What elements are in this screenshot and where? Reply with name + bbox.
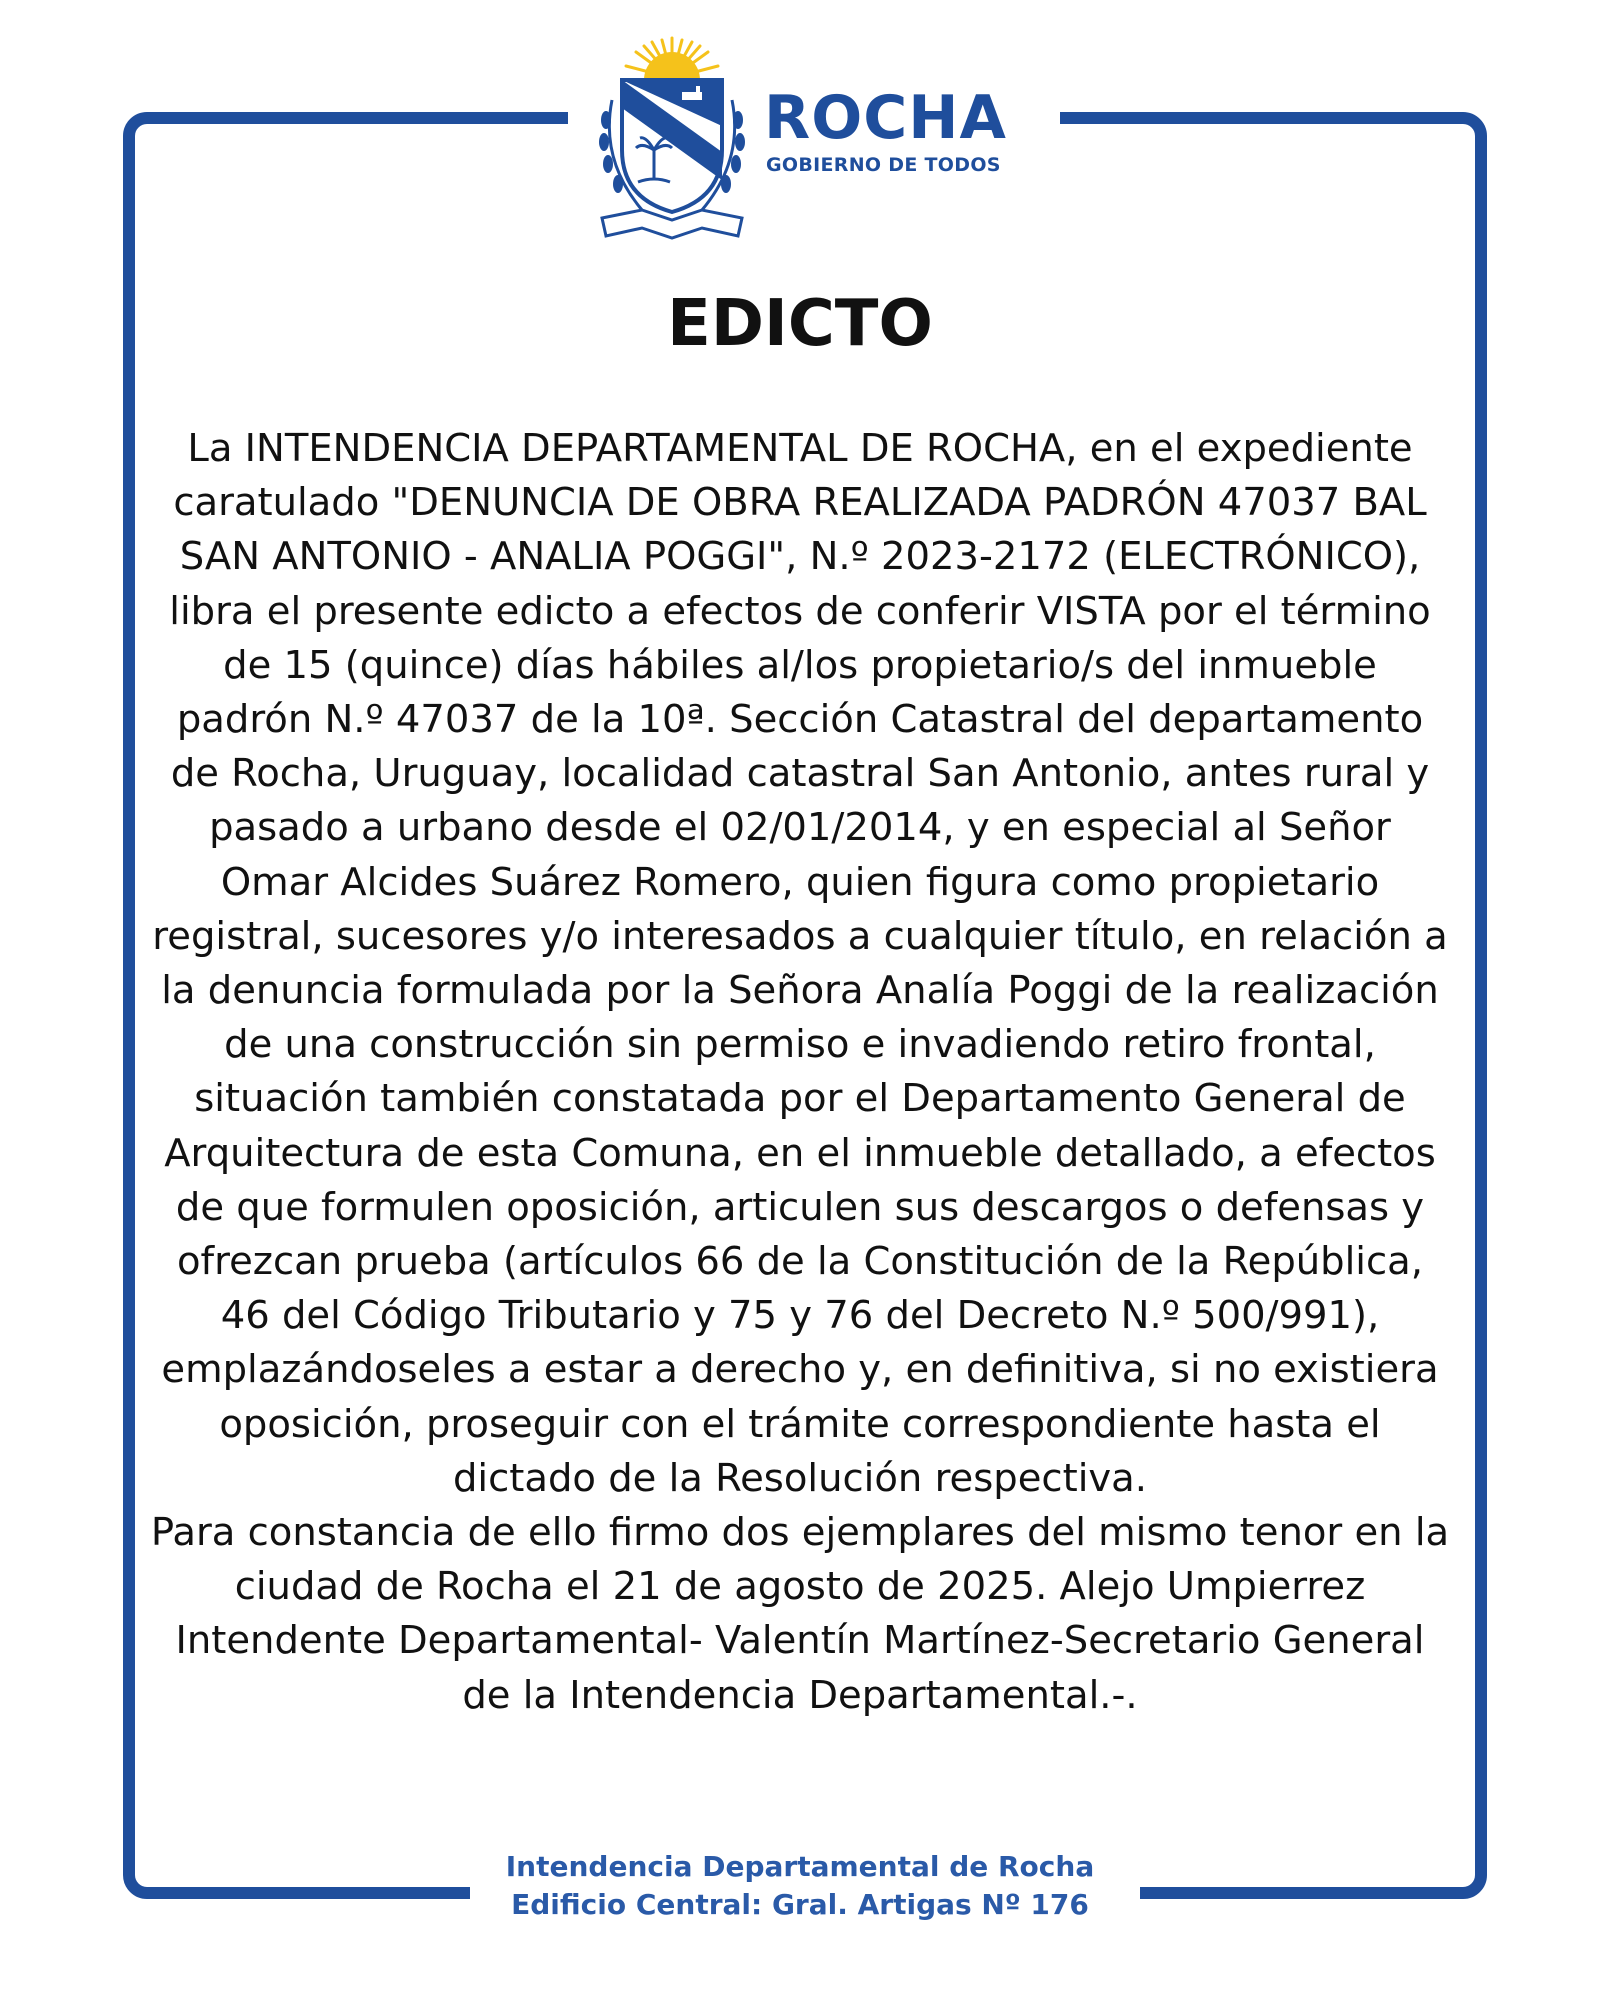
footer-line-address: Edificio Central: Gral. Artigas Nº 176 bbox=[511, 1888, 1089, 1921]
rocha-coat-of-arms-icon bbox=[582, 30, 762, 250]
shield-icon bbox=[622, 80, 722, 212]
ribbon-icon bbox=[602, 210, 742, 238]
sun-icon bbox=[626, 38, 718, 80]
edict-paragraph-signature: Para constancia de ello firmo dos ejemplares del mismo tenor en la ciudad de Rocha el 21 de agosto de 2025. Alejo Umpierrez Intendente Departamental- Valentín Martínez-Secretario General de la Intendencia Departamental.-. bbox=[150, 1510, 1450, 1718]
rocha-logo bbox=[582, 30, 1022, 250]
document-title: EDICTO bbox=[667, 287, 933, 361]
edict-body bbox=[150, 422, 1450, 1723]
footer-line-institution: Intendencia Departamental de Rocha bbox=[505, 1850, 1095, 1883]
brand-name: ROCHA bbox=[764, 83, 1007, 153]
footer-address bbox=[0, 1848, 1600, 1924]
edict-paragraph-main: La INTENDENCIA DEPARTAMENTAL DE ROCHA, en el expediente caratulado "DENUNCIA DE OBRA REALIZADA PADRÓN 47037 BAL SAN ANTONIO - ANALIA POGGI", N.º 2023-2172 (ELECTRÓNICO), libra el presente edicto a efectos de conferir VISTA por el término de 15 (quince) días hábiles al/los propietario/s del inmueble padrón N.º 47037 de la 10ª. Sección Catastral del departamento de Rocha, Uruguay, localidad catastral San Antonio, antes rural y pasado a urbano desde el 02/01/2014, y en especial al Señor Omar Alcides Suárez Romero, quien figura como propietario registral, sucesores y/o interesados a cualquier título, en relación a la denuncia formulada por la Señora Analía Poggi de la realización de una construcción sin permiso e invadiendo retiro frontal, situación también constatada por el Departamento General de Arquitectura de esta Comuna, en el inmueble detallado, a efectos de que formulen oposición, articulen sus descargos o defensas y ofrezcan prueba (artículos 66 de la Constitución de la República, 46 del Código Tributario y 75 y 76 del Decreto N.º 500/991), emplazándoseles a estar a derecho y, en definitiva, si no existiera oposición, proseguir con el trámite correspondiente hasta el dictado de la Resolución respectiva. bbox=[152, 426, 1448, 1501]
brand-tagline: GOBIERNO DE TODOS bbox=[766, 154, 1001, 176]
